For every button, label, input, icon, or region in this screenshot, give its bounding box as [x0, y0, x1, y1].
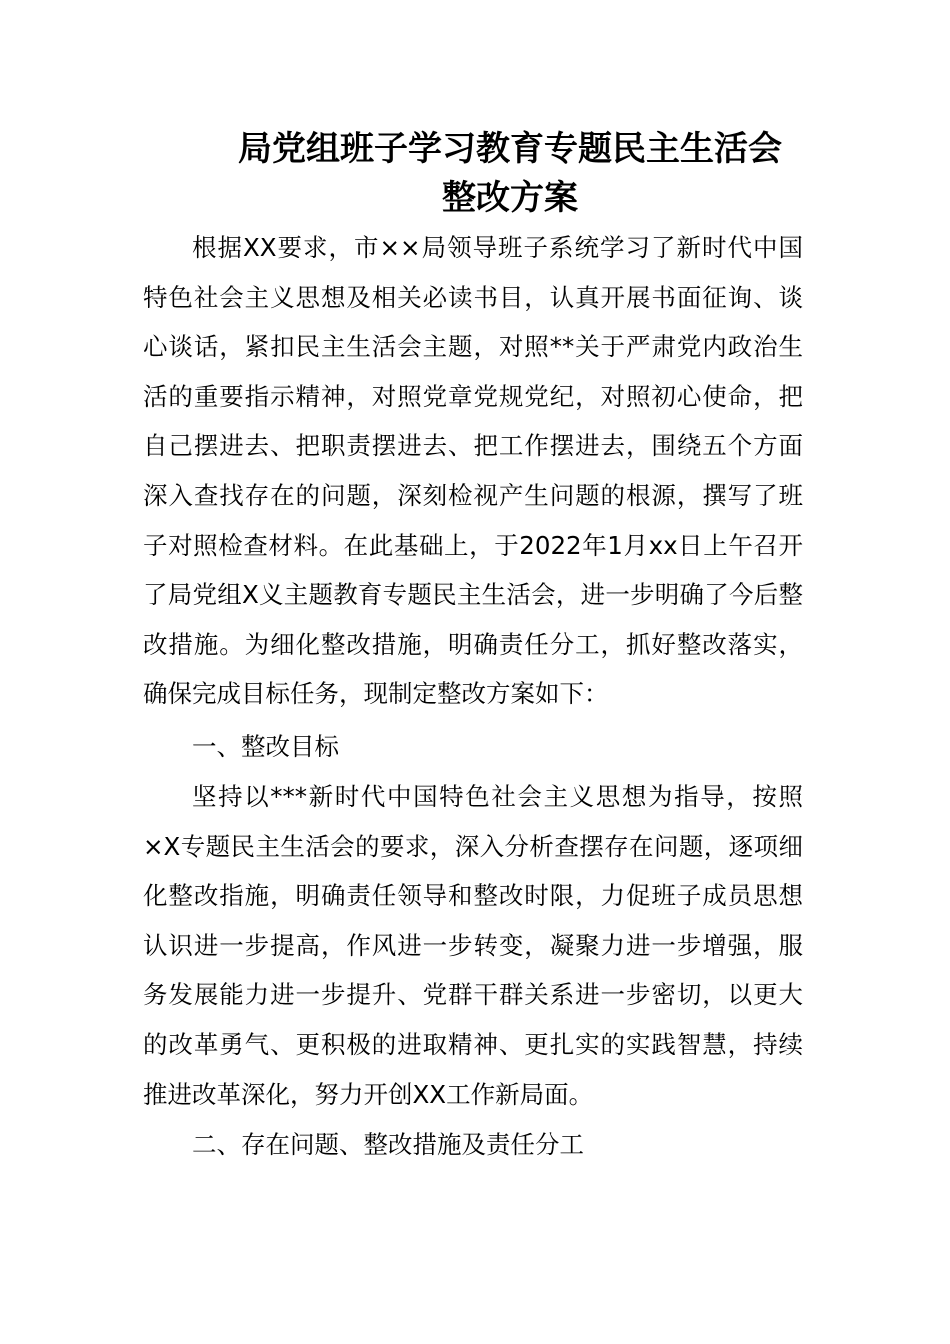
document-title-line-2: 整改方案: [442, 178, 578, 218]
document-title-line-1: 局党组班子学习教育专题民主生活会: [238, 129, 782, 169]
goals-paragraph: 坚持以***新时代中国特色社会主义思想为指导，按照×X专题民主生活会的要求，深入分析查摆存在问题，逐项细化整改指施，明确责任领导和整改时限，力促班子成员思想认识进一步提高，作风进一步转变，凝聚力进一步增强，服务发展能力进一步提升、党群干群关系进一步密切，以更大的改革勇气、更积极的进取精神、更扎实的实践智慧，持续推进改革深化，努力开创XX工作新局面。: [143, 782, 803, 1109]
section-heading-goals: 一、整改目标: [192, 732, 339, 761]
intro-paragraph: 根据XX要求，市××局领导班子系统学习了新时代中国特色社会主义思想及相关必读书目，认真开展书面征询、谈心谈话，紧扣民主生活会主题，对照**关于严肃党内政治生活的重要指示精神，对照党章党规党纪，对照初心使命，把自己摆进去、把职责摆进去、把工作摆进去，围绕五个方面深入查找存在的问题，深刻检视产生问题的根源，撰写了班子对照检查材料。在此基础上，于2022年1月xx日上午召开了局党组X义主题教育专题民主生活会，进一步明确了今后整改措施。为细化整改措施，明确责任分工，抓好整改落实，确保完成目标任务，现制定整改方案如下：: [143, 233, 803, 709]
section-heading-issues: 二、存在问题、整改措施及责任分工: [192, 1130, 584, 1159]
